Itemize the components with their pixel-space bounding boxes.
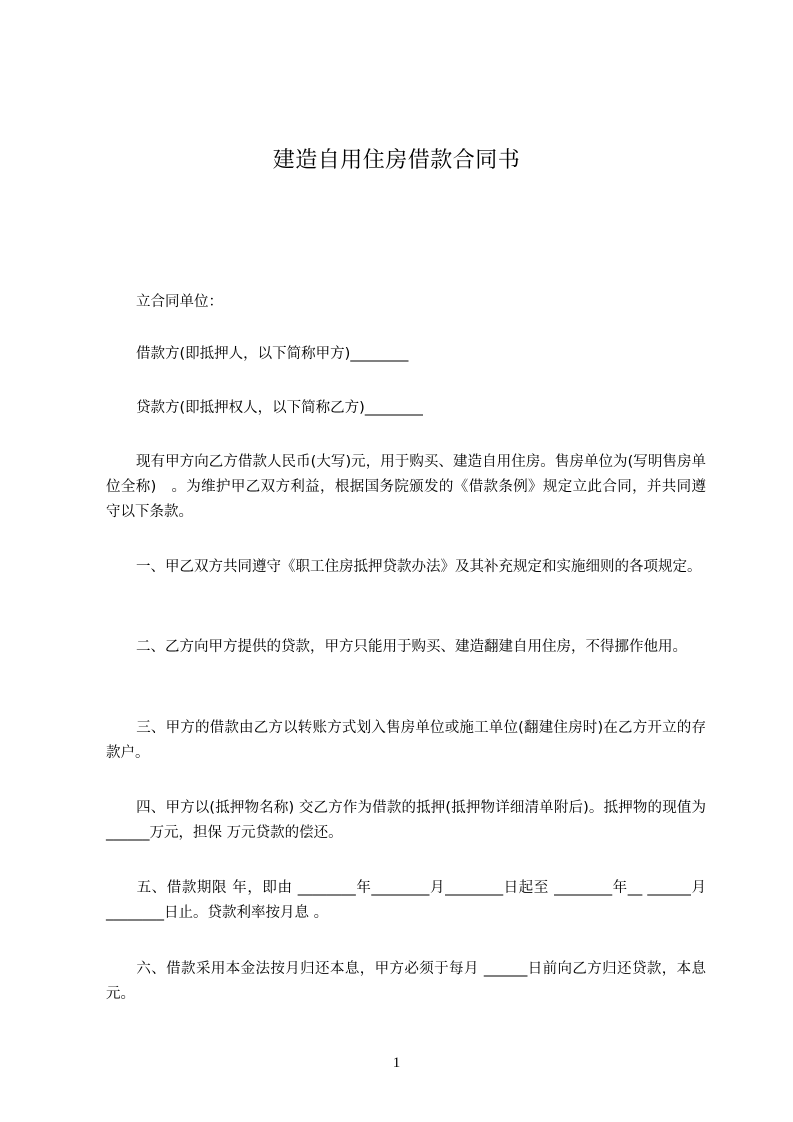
lender-line: 贷款方(即抵押权人，以下简称乙方)________ — [136, 400, 423, 416]
page-number: 1 — [392, 1055, 401, 1071]
clause-2 — [106, 635, 706, 660]
parties-label: 立合同单位： — [136, 294, 223, 310]
clause-1 — [106, 555, 706, 580]
clause-3 — [106, 716, 706, 766]
clause-6 — [106, 957, 706, 1007]
intro-paragraph — [106, 450, 706, 525]
clause-text: 四、甲方以(抵押物名称) 交乙方作为借款的抵押(抵押物详细清单附后)。抵押物的现值为 ______万元，担保 万元贷款的偿还。 — [106, 800, 706, 841]
clause-text: 六、借款采用本金法按月归还本息，甲方必须于每月 ______日前向乙方归还贷款，本息 元。 — [106, 961, 706, 1002]
clause-text: 三、甲方的借款由乙方以转账方式划入售房单位或施工单位(翻建住房时)在乙方开立的存款户。 — [106, 720, 706, 761]
clause-text: 二、乙方向甲方提供的贷款，甲方只能用于购买、建造翻建自用住房，不得挪作他用。 — [136, 639, 687, 655]
clause-5 — [106, 876, 706, 926]
clause-4 — [106, 796, 706, 846]
clause-text: 一、甲乙双方共同遵守《职工住房抵押贷款办法》及其补充规定和实施细则的各项规定。 — [136, 559, 702, 575]
clause-text: 五、借款期限 年，即由 ________年________月________日起至 ________年__ ______月________日止。贷款利率按月息 。 — [106, 880, 706, 921]
document-title: 建造自用住房借款合同书 — [272, 148, 521, 173]
intro-text: 现有甲方向乙方借款人民币(大写)元，用于购买、建造自用住房。售房单位为(写明售房单位全称) 。为维护甲乙双方利益，根据国务院颁发的《借款条例》规定立此合同，并共同遵守以下条款。 — [106, 454, 706, 520]
borrower-line: 借款方(即抵押人，以下简称甲方)________ — [136, 346, 409, 362]
